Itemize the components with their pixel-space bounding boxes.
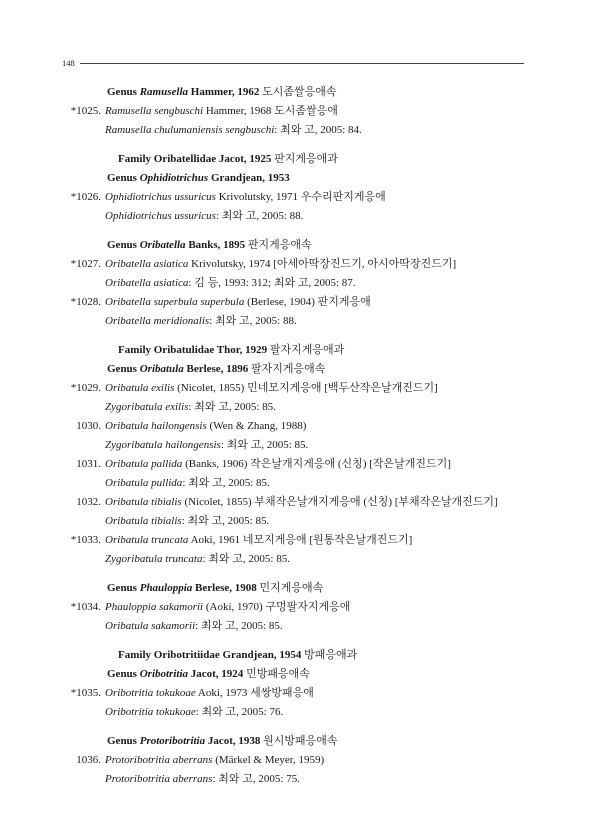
genus-heading [0,360,612,379]
synonym-name: Oribatula tibialis [105,515,182,527]
synonym-entry [0,512,612,531]
synonym-body [105,436,308,455]
synonym-name: Ophidiotrichus ussuricus [105,210,216,222]
section-gap [0,722,612,732]
synonym-body [105,274,356,293]
species-entry [0,379,612,398]
korean-name: [아세아딱장진드기, 아시아딱장진드기] [273,258,457,270]
page-header [62,56,524,70]
synonym-name: Oribotritia tokukoae [105,706,196,718]
synonym-entry [0,770,612,789]
section-gap [0,636,612,646]
species-name: Oribatula exilis [105,382,175,394]
korean-name: 팔자지게응애과 [269,344,345,356]
species-body [105,531,412,550]
species-number: *1027. [70,258,101,270]
species-body [105,751,324,770]
family-heading [0,646,612,665]
rank-label: Family [118,153,151,165]
synonym-body [105,770,300,789]
species-body [105,417,306,436]
synonym-reference: : 김 등, 1993: 312; 최와 고, 2005: 87. [188,277,356,289]
genus-name: Oribatula [139,363,184,375]
synonym-body [105,512,269,531]
genus-name: Oribotritia [139,668,189,680]
species-name: Oribatella asiatica [105,258,189,270]
species-author: (Banks, 1906) [185,458,248,470]
rank-label: Genus [107,239,137,251]
section-gap [0,569,612,579]
species-entry [0,293,612,312]
rank-label: Family [118,649,151,661]
species-entry [0,684,612,703]
species-name: Oribatula pallida [105,458,183,470]
synonym-entry [0,703,612,722]
synonym-reference: : 최와 고, 2005: 88. [215,210,304,222]
synonym-name: Protoribotritia aberrans [105,773,213,785]
species-body [105,493,498,512]
species-name: Protoribotritia aberrans [105,754,213,766]
synonym-body [105,207,303,226]
species-author: (Berlese, 1904) [247,296,315,308]
genus-authority: Berlese, 1896 [186,363,249,375]
rank-label: Genus [107,172,137,184]
genus-heading [0,732,612,751]
synonym-entry [0,474,612,493]
species-author: (Nicolet, 1855) [184,496,252,508]
species-number: *1029. [70,382,101,394]
family-heading [0,150,612,169]
species-body [105,188,386,207]
synonym-name: Ramusella chulumaniensis sengbuschi [105,124,275,136]
species-number: 1031. [76,458,101,470]
species-name: Oribatella superbula superbula [105,296,245,308]
genus-heading [0,579,612,598]
species-number: 1036. [76,754,101,766]
species-number: *1034. [70,601,101,613]
species-entry [0,598,612,617]
page-number: 148 [62,58,75,68]
korean-name: 판지게응애 [317,296,371,308]
species-body [105,684,314,703]
species-author: (Aoki, 1970) [205,601,263,613]
synonym-entry [0,617,612,636]
species-number: 1032. [76,496,101,508]
species-name: Oribatula hailongensis [105,420,207,432]
korean-name: 도시좀쌀응애속 [262,86,337,98]
synonym-name: Zygoribatula hailongensis [105,439,221,451]
species-entry [0,417,612,436]
synonym-name: Oribatella asiatica [105,277,189,289]
species-name: Ramusella sengbuschi [105,105,204,117]
species-number: *1026. [70,191,101,203]
species-entry [0,751,612,770]
species-author: Krivolutsky, 1974 [191,258,271,270]
species-number: *1033. [70,534,101,546]
synonym-reference: : 최와 고, 2005: 85. [181,515,270,527]
synonym-entry [0,207,612,226]
species-body [105,102,338,121]
synonym-name: Oribatella meridionalis [105,315,210,327]
synonym-body [105,121,362,140]
korean-name: 네모지게응애 [원통작은날개진드기] [242,534,413,546]
genus-name: Ramusella [139,86,189,98]
species-body [105,598,350,617]
synonym-entry [0,312,612,331]
korean-name: 팔자지게응애속 [250,363,326,375]
species-entry [0,455,612,474]
synonym-body [105,398,276,417]
synonym-body [105,550,290,569]
korean-name: 민네모지게응애 [백두산작은날개진드기] [247,382,438,394]
synonym-reference: : 최와 고, 2005: 85. [195,620,283,632]
genus-name: Oribatella [139,239,186,251]
species-body [105,379,438,398]
species-name: Oribatula tibialis [105,496,182,508]
species-name: Oribatula truncata [105,534,189,546]
korean-name: 구멍팔자지게응애 [265,601,351,613]
synonym-entry [0,398,612,417]
rank-label: Family [118,344,151,356]
species-body [105,255,456,274]
genus-authority: Jacot, 1938 [207,735,261,747]
synonym-name: Oribatula sakamorii [105,620,196,632]
species-body [105,455,451,474]
species-author: (Nicolet, 1855) [177,382,245,394]
korean-name: 방패응애과 [304,649,358,661]
synonym-reference: : 최와 고, 2005: 85. [188,401,276,413]
rank-label: Genus [107,735,137,747]
synonym-entry [0,436,612,455]
genus-authority: Berlese, 1908 [195,582,257,594]
section-gap [0,140,612,150]
species-number: 1030. [76,420,101,432]
section-gap [0,331,612,341]
genus-authority: Hammer, 1962 [190,86,260,98]
genus-authority: Banks, 1895 [188,239,246,251]
korean-name: 원시방패응애속 [263,735,338,747]
synonym-entry [0,274,612,293]
genus-heading [0,665,612,684]
rank-label: Genus [107,363,137,375]
section-gap [0,226,612,236]
synonym-body [105,703,283,722]
genus-authority: Jacot, 1924 [190,668,244,680]
synonym-body [105,474,270,493]
genus-heading [0,83,612,102]
genus-name: Ophidiotrichus [139,172,209,184]
genus-heading [0,236,612,255]
synonym-name: Zygoribatula truncata [105,553,203,565]
family-name: Oribotritiidae Grandjean, 1954 [153,649,302,661]
family-name: Oribatulidae Thor, 1929 [153,344,268,356]
species-author: Krivolutsky, 1971 [218,191,299,203]
species-number: *1035. [70,687,101,699]
species-name: Phauloppia sakamorii [105,601,204,613]
korean-name: 도시좀쌀응애 [274,105,338,117]
rank-label: Genus [107,582,137,594]
synonym-reference: : 최와 고, 2005: 85. [182,477,270,489]
synonym-reference: : 최와 고, 2005: 84. [274,124,362,136]
korean-name: 우수리판지게응애 [300,191,386,203]
genus-authority: Grandjean, 1953 [210,172,290,184]
korean-name: 판지게응애과 [274,153,338,165]
species-number: *1025. [70,105,101,117]
species-entry [0,493,612,512]
species-number: *1028. [70,296,101,308]
rank-label: Genus [107,86,137,98]
synonym-entry [0,550,612,569]
species-name: Oribotritia tokukoae [105,687,196,699]
species-author: (Wen & Zhang, 1988) [209,420,307,432]
genus-name: Protoribotritia [139,735,206,747]
genus-heading [0,169,612,188]
species-author: Aoki, 1961 [190,534,241,546]
family-heading [0,341,612,360]
korean-name: 작은날개지게응애 (신칭) [작은날개진드기] [250,458,451,470]
korean-name: 민방패응애속 [246,668,310,680]
korean-name: 부채작은날개지게응애 (신칭) [부채작은날개진드기] [254,496,498,508]
synonym-reference: : 최와 고, 2005: 75. [212,773,300,785]
header-rule [80,63,524,64]
species-body [105,293,371,312]
rank-label: Genus [107,668,137,680]
synonym-name: Zygoribatula exilis [105,401,189,413]
species-author: (Märkel & Meyer, 1959) [215,754,325,766]
taxonomic-list [0,83,612,789]
species-entry [0,531,612,550]
korean-name: 판지게응애속 [247,239,312,251]
family-name: Oribatellidae Jacot, 1925 [153,153,272,165]
species-entry [0,188,612,207]
species-entry [0,255,612,274]
synonym-name: Oribatula pullida [105,477,183,489]
synonym-reference: : 최와 고, 2005: 85. [220,439,309,451]
synonym-reference: : 최와 고, 2005: 88. [209,315,297,327]
korean-name: 세쌍방패응애 [250,687,314,699]
species-author: Aoki, 1973 [197,687,248,699]
genus-name: Phauloppia [139,582,193,594]
synonym-reference: : 최와 고, 2005: 85. [202,553,290,565]
species-name: Ophidiotrichus ussuricus [105,191,216,203]
korean-name: 민지게응애속 [259,582,324,594]
synonym-body [105,617,283,636]
synonym-reference: : 최와 고, 2005: 76. [195,706,284,718]
species-entry [0,102,612,121]
species-author: Hammer, 1968 [205,105,272,117]
synonym-body [105,312,297,331]
synonym-entry [0,121,612,140]
